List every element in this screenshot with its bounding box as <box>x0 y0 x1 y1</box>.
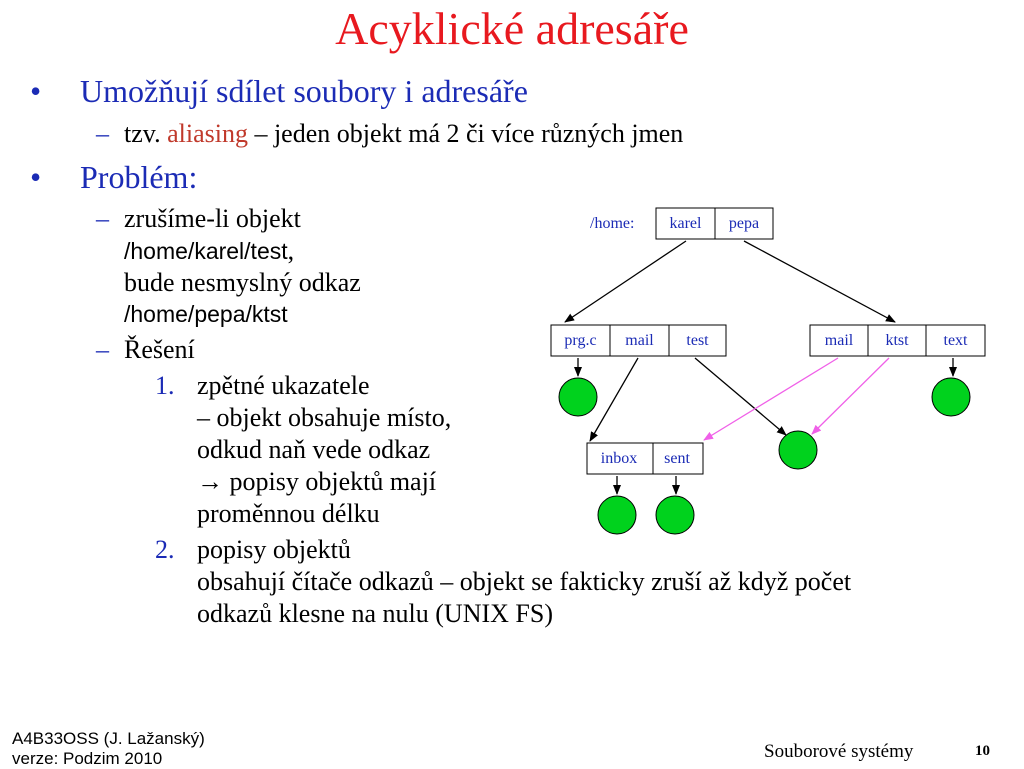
item-1-line5: proměnnou délku <box>197 499 380 528</box>
item-1-line3: odkud naň vede odkaz <box>197 435 431 464</box>
path-karel-test: /home/karel/test <box>124 237 288 264</box>
file-node-prgc <box>559 378 597 416</box>
sub1-line1: zrušíme-li objekt <box>124 204 301 233</box>
entry-sent: sent <box>664 450 690 467</box>
item-2-line2: obsahují čítače odkazů – objekt se fakticky zruší až když počet <box>197 567 852 596</box>
aliasing-keyword: aliasing <box>167 119 248 148</box>
dash-marker: – <box>96 119 109 148</box>
entry-karel: karel <box>669 215 702 232</box>
alias-arrow-ktst <box>812 358 889 434</box>
item-2-line3: odkazů klesne na nulu (UNIX FS) <box>197 599 553 628</box>
item-1-line2: – objekt obsahuje místo, <box>197 403 452 432</box>
file-node-inbox <box>598 496 636 534</box>
bullet-marker: • <box>30 159 42 195</box>
file-node-test <box>779 431 817 469</box>
home-label: /home: <box>590 215 635 232</box>
entry-ktst: ktst <box>885 332 909 349</box>
sub-prefix: tzv. <box>124 119 161 148</box>
item-2-number: 2. <box>155 535 175 564</box>
entry-karel-mail: mail <box>625 332 654 349</box>
bullet-1-text: Umožňují sdílet soubory i adresáře <box>80 73 528 109</box>
entry-pepa-mail: mail <box>824 332 854 349</box>
dash-marker: – <box>96 335 109 364</box>
path-pepa-ktst: /home/pepa/ktst <box>124 300 288 327</box>
sub1-line3: bude nesmyslný odkaz <box>124 268 361 297</box>
item-1-number: 1. <box>155 371 175 400</box>
entry-pepa: pepa <box>728 215 760 232</box>
entry-prgc: prg.c <box>564 332 597 349</box>
footer-course <box>12 729 205 769</box>
entry-text: text <box>943 332 968 349</box>
item-1-line1: zpětné ukazatele <box>197 371 370 400</box>
entry-test: test <box>686 332 709 349</box>
footer-topic: Souborové systémy <box>764 741 914 762</box>
file-node-text <box>932 378 970 416</box>
page-number: 10 <box>975 743 990 759</box>
bullet-2-text: Problém: <box>80 159 198 195</box>
sub-rest: – jeden objekt má 2 či více různých jmen <box>254 119 684 148</box>
version: verze: Podzim 2010 <box>12 749 163 768</box>
item-2-line1: popisy objektů <box>197 535 351 564</box>
file-node-sent <box>656 496 694 534</box>
comma: , <box>287 235 295 265</box>
arrow-test <box>695 358 786 435</box>
arrow-karel <box>565 241 686 322</box>
bullet-marker: • <box>30 73 42 109</box>
reseni-text: Řešení <box>124 335 195 364</box>
dash-marker: – <box>96 204 109 233</box>
arrow-pepa <box>744 241 895 322</box>
course-name: A4B33OSS (J. Lažanský) <box>12 729 205 748</box>
item-1-line4: → popisy objektů mají <box>197 467 437 496</box>
slide-title: Acyklické adresáře <box>335 3 689 54</box>
entry-inbox: inbox <box>600 450 638 467</box>
